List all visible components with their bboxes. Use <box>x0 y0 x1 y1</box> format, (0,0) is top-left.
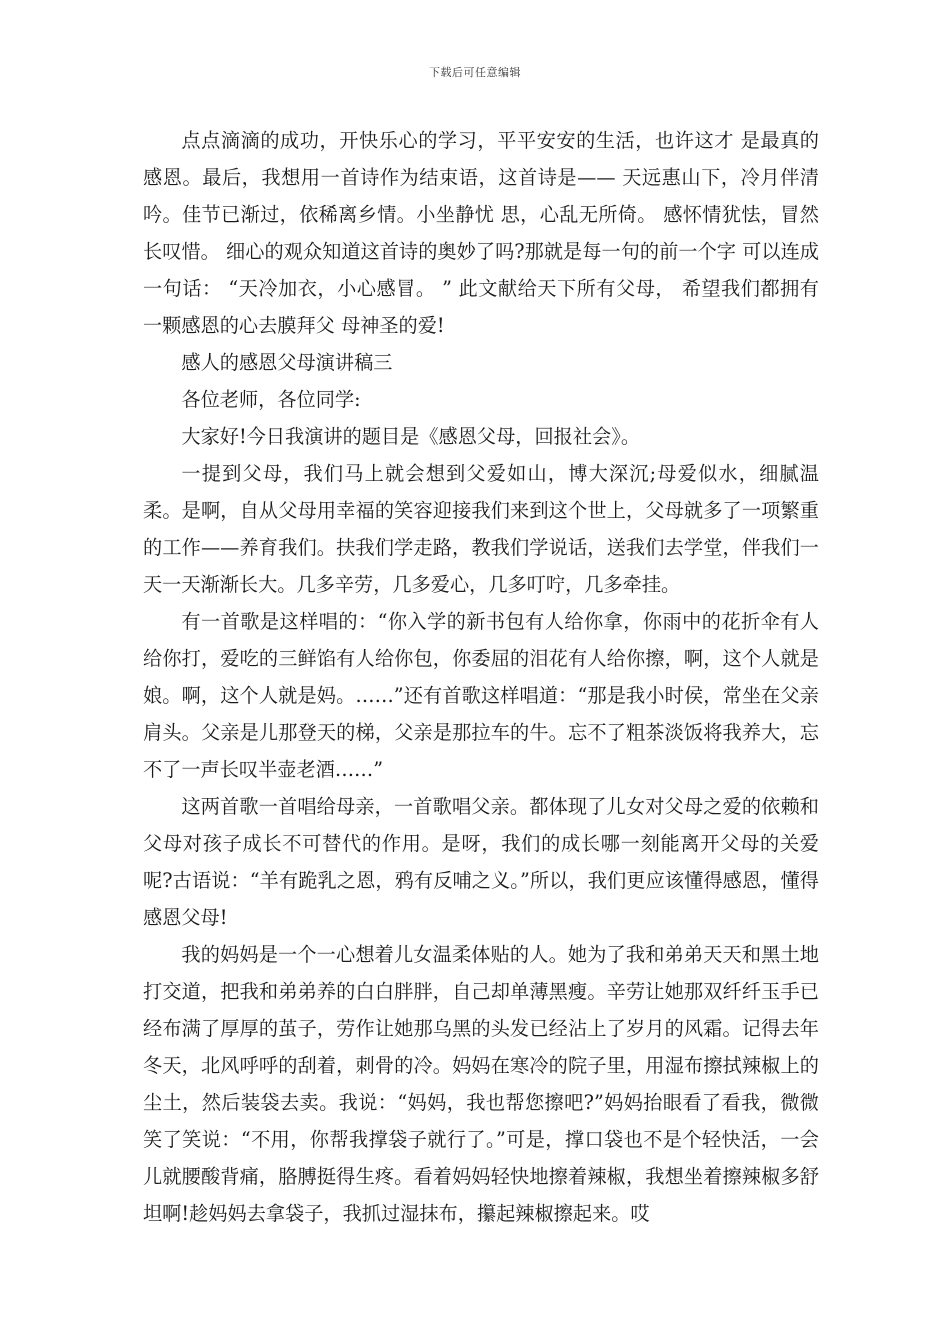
paragraph-songs: 有一首歌是这样唱的：“你入学的新书包有人给你拿，你雨中的花折伞有人给你打，爱吃的三鲜馅有人给你包，你委屈的泪花有人给你擦，啊，这个人就是娘。啊，这个人就是妈。……”还有首歌这样唱道：“那是我小时侯，常坐在父亲肩头。父亲是儿那登天的梯，父亲是那拉车的牛。忘不了粗茶淡饭将我养大，忘不了一声长叹半壶老酒……” <box>143 610 819 781</box>
paragraph-closing-poem: 点点滴滴的成功，开快乐心的学习，平平安安的生活，也许这才 是最真的感恩。最后，我想用一首诗作为结束语，这首诗是—— 天远惠山下，冷月伴清吟。佳节已渐过，依稀离乡情。小坐静忧 思，心乱无所倚。 感怀情犹怯，冒然长叹惜。 细心的观众知道这首诗的奥妙了吗?那就是每一句的前一个字 可以连成一句话： “天冷加衣，小心感冒。 ” 此文献给天下所有父母， 希望我们都拥有一颗感恩的心去膜拜父 母神圣的爱! <box>143 129 819 337</box>
section-title: 感人的感恩父母演讲稿三 <box>181 351 393 374</box>
salutation: 各位老师，各位同学: <box>181 388 361 411</box>
greeting: 大家好!今日我演讲的题目是《感恩父母，回报社会》。 <box>181 425 641 448</box>
document-body <box>143 122 819 1232</box>
paragraph-mother-story: 我的妈妈是一个一心想着儿女温柔体贴的人。她为了我和弟弟天天和黑土地打交道，把我和弟弟养的白白胖胖，自己却单薄黑瘦。辛劳让她那双纤纤玉手已经布满了厚厚的茧子，劳作让她那乌黑的头发已经沾上了岁月的风霜。记得去年冬天，北风呼呼的刮着，刺骨的冷。妈妈在寒冷的院子里，用湿布擦拭辣椒上的尘土，然后装袋去卖。我说：“妈妈，我也帮您擦吧?”妈妈抬眼看了看我，微微笑了笑说：“不用，你帮我撑袋子就行了。”可是，撑口袋也不是个轻快活，一会儿就腰酸背痛，胳膊挺得生疼。看着妈妈轻快地擦着辣椒，我想坐着擦辣椒多舒坦啊!趁妈妈去拿袋子，我抓过湿抹布，攥起辣椒擦起来。哎 <box>143 943 819 1225</box>
paragraph-gratitude: 这两首歌一首唱给母亲，一首歌唱父亲。都体现了儿女对父母之爱的依赖和父母对孩子成长不可替代的作用。是呀，我们的成长哪一刻能离开父母的关爱呢?古语说：“羊有跪乳之恩，鸦有反哺之义。”所以，我们更应该懂得感恩，懂得感恩父母! <box>143 795 819 929</box>
paragraph-parents-love: 一提到父母，我们马上就会想到父爱如山，博大深沉;母爱似水，细腻温柔。是啊，自从父母用幸福的笑容迎接我们来到这个世上，父母就多了一项繁重的工作——养育我们。扶我们学走路，教我们学说话，送我们去学堂，伴我们一天一天渐渐长大。几多辛劳，几多爱心，几多叮咛，几多牵挂。 <box>143 462 819 596</box>
page-header: 下载后可任意编辑 <box>429 66 521 79</box>
